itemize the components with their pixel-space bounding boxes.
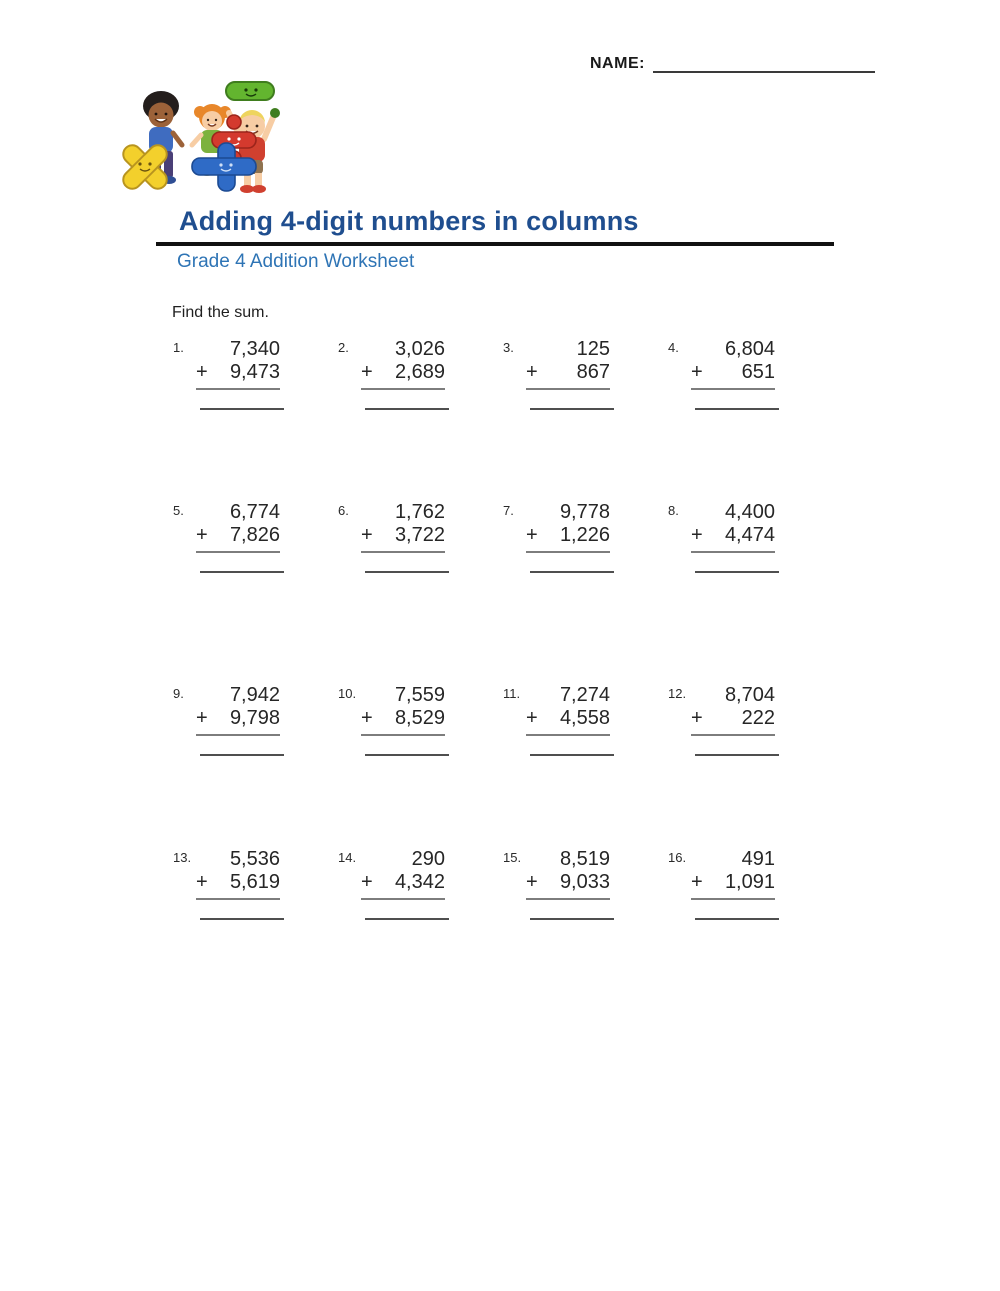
problem-number: 16. (668, 850, 687, 865)
problem-number: 10. (338, 686, 357, 701)
answer-blank-line[interactable] (200, 408, 284, 410)
plus-sign: + (691, 871, 703, 893)
problem-number: 15. (503, 850, 522, 865)
answer-blank-line[interactable] (365, 408, 449, 410)
plus-sign: + (691, 524, 703, 546)
plus-sign: + (196, 871, 208, 893)
answer-blank-line[interactable] (530, 754, 614, 756)
sum-line (196, 551, 280, 553)
addition-problem-4 (668, 338, 833, 501)
addend-bottom: 2,689 (394, 361, 445, 383)
addition-problem-13 (173, 848, 338, 920)
answer-blank-line[interactable] (695, 571, 779, 573)
plus-sign: + (526, 361, 538, 383)
problems-grid (173, 338, 833, 920)
plus-sign: + (361, 524, 373, 546)
addend-bottom: 7,826 (229, 524, 280, 546)
addend-bottom: 867 (576, 361, 610, 383)
addend-top: 7,274 (559, 684, 610, 706)
addend-bottom: 4,342 (394, 871, 445, 893)
instruction-text: Find the sum. (172, 304, 269, 321)
problem-number: 1. (173, 340, 184, 355)
sum-line (361, 551, 445, 553)
problem-number: 6. (338, 503, 349, 518)
addition-problem-6 (338, 501, 503, 684)
addend-bottom: 1,091 (724, 871, 775, 893)
problem-number: 12. (668, 686, 687, 701)
name-field (590, 53, 875, 73)
answer-blank-line[interactable] (530, 408, 614, 410)
addition-problem-11 (503, 684, 668, 848)
addend-bottom: 651 (741, 361, 775, 383)
answer-blank-line[interactable] (365, 918, 449, 920)
addend-top: 3,026 (394, 338, 445, 360)
plus-sign: + (526, 871, 538, 893)
page-subtitle: Grade 4 Addition Worksheet (177, 251, 415, 272)
answer-blank-line[interactable] (695, 754, 779, 756)
addend-bottom: 4,558 (559, 707, 610, 729)
addend-top: 7,340 (229, 338, 280, 360)
sum-line (361, 388, 445, 390)
plus-sign: + (526, 524, 538, 546)
answer-blank-line[interactable] (365, 571, 449, 573)
addition-problem-16 (668, 848, 833, 920)
addend-top: 7,942 (229, 684, 280, 706)
name-label: NAME: (590, 55, 645, 72)
addition-problem-9 (173, 684, 338, 848)
plus-sign: + (691, 707, 703, 729)
sum-line (526, 388, 610, 390)
addend-top: 4,400 (724, 501, 775, 523)
sum-line (691, 734, 775, 736)
sum-line (526, 551, 610, 553)
plus-sign: + (361, 871, 373, 893)
page-title: Adding 4-digit numbers in columns (179, 206, 639, 236)
title-underline-rule (156, 206, 834, 246)
plus-sign: + (691, 361, 703, 383)
answer-blank-line[interactable] (200, 754, 284, 756)
sum-line (196, 898, 280, 900)
answer-blank-line[interactable] (200, 571, 284, 573)
sum-line (526, 734, 610, 736)
sum-line (361, 734, 445, 736)
sum-line (196, 734, 280, 736)
minus-symbol (226, 82, 274, 100)
plus-sign: + (196, 524, 208, 546)
sum-line (691, 898, 775, 900)
addition-problem-1 (173, 338, 338, 501)
addition-problem-3 (503, 338, 668, 501)
plus-sign: + (196, 361, 208, 383)
addend-bottom: 9,473 (229, 361, 280, 383)
addend-bottom: 4,474 (724, 524, 775, 546)
addend-top: 1,762 (394, 501, 445, 523)
answer-blank-line[interactable] (530, 571, 614, 573)
problem-number: 9. (173, 686, 184, 701)
plus-sign: + (526, 707, 538, 729)
addend-top: 290 (411, 848, 445, 870)
addend-top: 125 (576, 338, 610, 360)
sum-line (691, 388, 775, 390)
problem-number: 8. (668, 503, 679, 518)
addend-bottom: 3,722 (394, 524, 445, 546)
addition-problem-5 (173, 501, 338, 684)
addition-problem-10 (338, 684, 503, 848)
addition-problem-12 (668, 684, 833, 848)
addend-top: 491 (741, 848, 775, 870)
answer-blank-line[interactable] (530, 918, 614, 920)
sum-line (691, 551, 775, 553)
addend-bottom: 9,798 (229, 707, 280, 729)
addition-problem-14 (338, 848, 503, 920)
addend-top: 6,804 (724, 338, 775, 360)
kids-math-clipart (108, 73, 283, 195)
answer-blank-line[interactable] (365, 754, 449, 756)
addend-bottom: 1,226 (559, 524, 610, 546)
problem-number: 14. (338, 850, 357, 865)
problem-number: 3. (503, 340, 514, 355)
addition-problem-7 (503, 501, 668, 684)
answer-blank-line[interactable] (695, 408, 779, 410)
problem-number: 2. (338, 340, 349, 355)
addend-top: 8,519 (559, 848, 610, 870)
addend-bottom: 222 (741, 707, 775, 729)
problem-number: 13. (173, 850, 192, 865)
addition-problem-2 (338, 338, 503, 501)
addition-problem-15 (503, 848, 668, 920)
problem-number: 7. (503, 503, 514, 518)
name-blank-line[interactable] (653, 53, 875, 73)
addend-bottom: 5,619 (229, 871, 280, 893)
sum-line (526, 898, 610, 900)
addend-bottom: 9,033 (559, 871, 610, 893)
plus-sign: + (361, 707, 373, 729)
addend-top: 6,774 (229, 501, 280, 523)
addend-top: 8,704 (724, 684, 775, 706)
problem-number: 5. (173, 503, 184, 518)
sum-line (361, 898, 445, 900)
answer-blank-line[interactable] (695, 918, 779, 920)
addend-top: 9,778 (559, 501, 610, 523)
problem-number: 11. (503, 686, 521, 701)
addend-bottom: 8,529 (394, 707, 445, 729)
plus-sign: + (361, 361, 373, 383)
addition-problem-8 (668, 501, 833, 684)
answer-blank-line[interactable] (200, 918, 284, 920)
problem-number: 4. (668, 340, 679, 355)
sum-line (196, 388, 280, 390)
plus-sign: + (196, 707, 208, 729)
addend-top: 7,559 (394, 684, 445, 706)
addend-top: 5,536 (229, 848, 280, 870)
